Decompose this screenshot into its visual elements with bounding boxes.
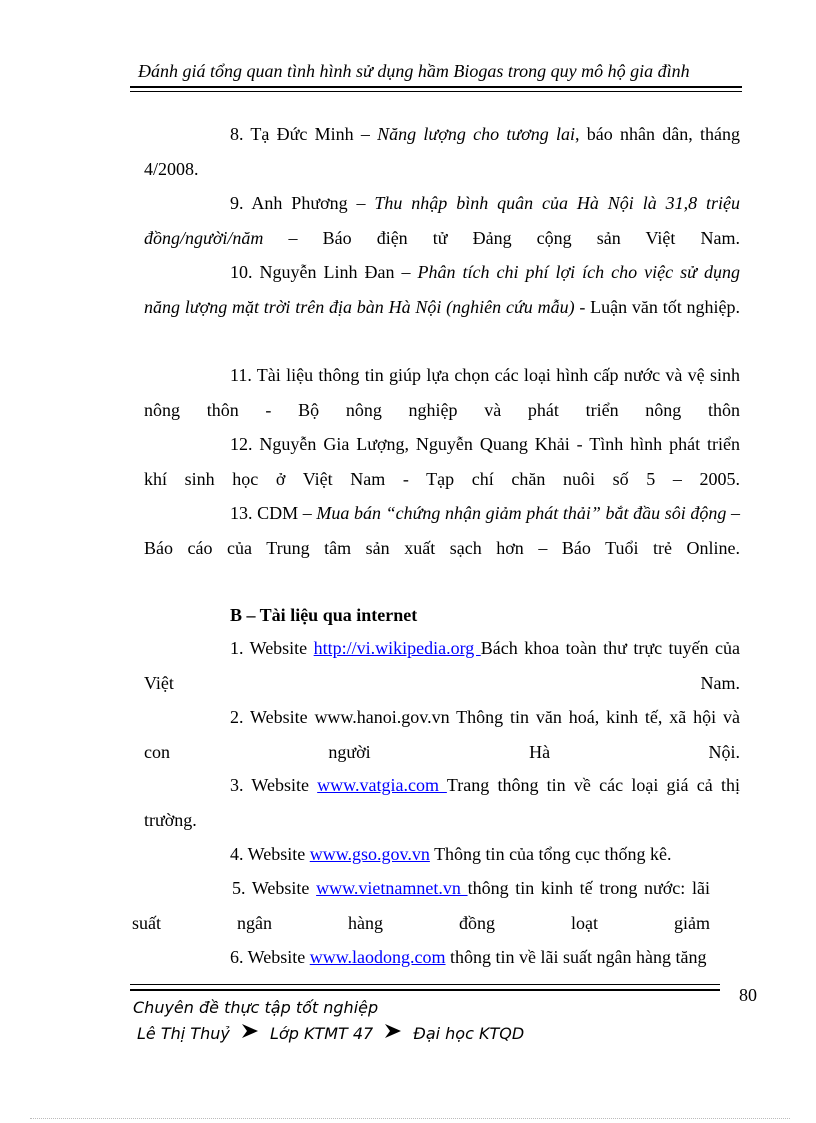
reference-author: 13. CDM –: [230, 503, 317, 523]
header-rule-thin: [130, 91, 742, 92]
website-link[interactable]: www.gso.gov.vn: [309, 844, 430, 864]
website-link[interactable]: www.laodong.com: [309, 947, 446, 967]
website-item: 5. Website www.vietnamnet.vn thông tin kinh tế trong nước: lãi suất ngân hàng đồng loạt giảm: [132, 878, 710, 933]
right-arrow-icon: [384, 1023, 402, 1043]
website-link[interactable]: www.vatgia.com: [317, 775, 447, 795]
reference-source: – Báo cáo của Trung tâm sản xuất sạch hơn – Báo Tuổi trẻ Online.: [144, 503, 741, 558]
reference-author: 10. Nguyễn Linh Đan –: [230, 262, 418, 282]
reference-item: [144, 186, 740, 255]
website-item: 2. Website www.hanoi.gov.vn Thông tin văn hoá, kinh tế, xã hội và con người Hà Nội.: [144, 707, 740, 762]
page-border-dotted: [30, 1118, 790, 1119]
footer-rule: [130, 989, 720, 991]
website-item: 6. Website www.laodong.com thông tin về lãi suất ngân hàng tăng: [230, 947, 707, 967]
reference-text: 11. Tài liệu thông tin giúp lựa chọn các loại hình cấp nước và vệ sinh nông thôn - Bộ nông nghiệp và phát triển nông thôn: [144, 365, 740, 420]
reference-text: 12. Nguyễn Gia Lượng, Nguyễn Quang Khải - Tình hình phát triển khí sinh học ở Việt Nam - Tạp chí chăn nuôi số 5 – 2005.: [144, 434, 740, 489]
footer-author-line: [137, 1023, 524, 1043]
footer-class: Lớp KTMT 47: [270, 1024, 374, 1043]
website-link[interactable]: http://vi.wikipedia.org: [313, 638, 481, 658]
footer-report-title: Chuyên đề thực tập tốt nghiệp: [133, 998, 379, 1017]
reference-item: [144, 358, 740, 427]
reference-source: , báo nhân dân, tháng 4/2008.: [144, 124, 740, 179]
reference-title: Thu nhập bình quân của Hà Nội là 31,8 triệu đồng/người/năm: [144, 193, 740, 248]
reference-item: [144, 255, 740, 324]
page-header-title: Đánh giá tổng quan tình hình sử dụng hầm Biogas trong quy mô hộ gia đình: [138, 61, 690, 81]
section-b-heading: B – Tài liệu qua internet: [230, 605, 418, 625]
reference-title: Năng lượng cho tương lai: [377, 124, 576, 144]
reference-source: - Luận văn tốt nghiệp.: [574, 296, 740, 317]
reference-item: [144, 427, 740, 496]
section-heading: [144, 598, 740, 633]
reference-item: [144, 496, 740, 565]
footer-school: Đại học KTQD: [413, 1024, 525, 1043]
footer-rule-thin: [130, 984, 720, 985]
page-number: 80: [739, 985, 757, 1005]
website-link[interactable]: www.vietnamnet.vn: [316, 878, 468, 898]
website-item: 1. Website http://vi.wikipedia.org Bách khoa toàn thư trực tuyến của Việt Nam.: [144, 638, 740, 693]
website-item: 4. Website www.gso.gov.vn Thông tin của tổng cục thống kê.: [230, 844, 672, 864]
reference-author: 8. Tạ Đức Minh –: [230, 124, 378, 144]
reference-author: 9. Anh Phương –: [230, 193, 375, 213]
reference-source: – Báo điện tử Đảng cộng sản Việt Nam.: [263, 227, 740, 248]
footer-author: Lê Thị Thuỷ: [137, 1024, 230, 1043]
header-rule: [130, 86, 742, 88]
website-item: 3. Website www.vatgia.com Trang thông tin về các loại giá cả thị trường.: [144, 775, 740, 830]
reference-item: [144, 117, 740, 186]
right-arrow-icon: [241, 1023, 259, 1043]
reference-title: Phân tích chi phí lợi ích cho việc sử dụng năng lượng mặt trời trên địa bàn Hà Nội (nghiên cứu mẫu): [144, 262, 740, 317]
reference-title: Mua bán “chứng nhận giảm phát thải” bắt đầu sôi động: [316, 503, 727, 523]
